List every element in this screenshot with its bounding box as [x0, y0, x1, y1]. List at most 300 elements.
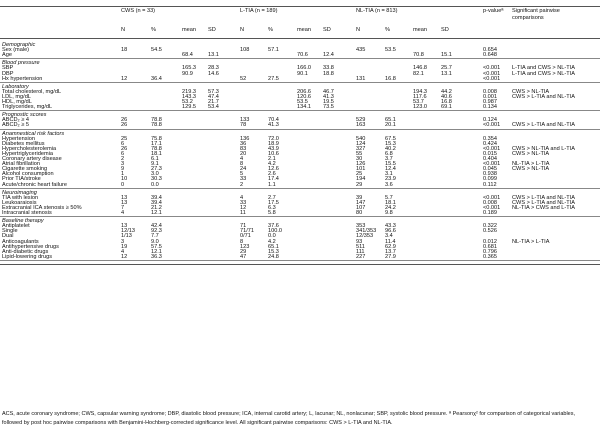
- row-value: 18: [121, 47, 128, 54]
- row-value: 17.1: [151, 140, 162, 147]
- row-pairwise: CWS > NL-TIA: [512, 150, 550, 157]
- row-value: 1/13: [121, 233, 132, 240]
- row-value: 47.4: [208, 93, 219, 100]
- row-value: 3.4: [385, 233, 393, 240]
- row-value: 11.4: [385, 238, 396, 245]
- header-pvalue: p-valueª: [483, 8, 504, 14]
- row-pvalue: 0.938: [483, 171, 497, 178]
- row-value: 12.4: [385, 166, 396, 173]
- row-value: 2.1: [268, 156, 276, 162]
- table-rule: [0, 58, 600, 59]
- row-value: 71/71: [240, 228, 254, 235]
- header-subcol: mean: [297, 27, 311, 33]
- table-rule: [0, 264, 600, 265]
- row-pairwise: CWS > L-TIA and NL-TIA: [512, 93, 575, 100]
- header-subcol: SD: [208, 27, 216, 33]
- row-value: 4.2: [268, 161, 276, 168]
- row-value: 227: [356, 253, 366, 260]
- row-pvalue: <0.001: [483, 145, 501, 152]
- row-value: 7.7: [151, 233, 159, 240]
- row-value: 165.3: [182, 65, 196, 72]
- header-subcol: mean: [413, 27, 427, 33]
- row-value: 0: [121, 181, 125, 188]
- row-value: 36: [240, 140, 247, 147]
- row-value: 18.1: [151, 150, 162, 157]
- row-pairwise: CWS > NL-TIA: [512, 88, 550, 95]
- row-value: 43.9: [268, 145, 279, 152]
- row-value: 353: [356, 223, 366, 230]
- row-pairwise: CWS > L-TIA and NL-TIA: [512, 122, 575, 129]
- row-pvalue: 0.322: [483, 223, 497, 230]
- row-value: 194.3: [413, 88, 427, 95]
- row-value: 72.0: [268, 135, 279, 142]
- section-title: Laboratory: [2, 83, 29, 90]
- row-pairwise: L-TIA and CWS > NL-TIA: [512, 65, 575, 72]
- row-value: 435: [356, 47, 366, 54]
- row-value: 26: [121, 117, 128, 124]
- row-label: Extracranial ICA stenosis ≥ 50%: [2, 204, 82, 211]
- row-value: 18.9: [268, 140, 279, 147]
- row-pvalue: 0.189: [483, 210, 497, 216]
- row-value: 2: [240, 181, 244, 188]
- row-value: 20: [240, 150, 247, 157]
- row-pvalue: 0.648: [483, 52, 497, 59]
- row-value: 5: [240, 171, 244, 178]
- row-label: Antiplatelet: [2, 223, 30, 230]
- row-value: 65.1: [268, 243, 279, 250]
- row-label: LDL, mg/dL: [2, 93, 31, 100]
- row-value: 54.5: [151, 47, 162, 54]
- row-pvalue: 0.987: [483, 99, 497, 105]
- table-rule: [0, 188, 600, 189]
- row-value: 4: [240, 194, 244, 201]
- row-value: 26: [121, 145, 128, 152]
- row-pvalue: 0.526: [483, 228, 497, 235]
- row-value: 53.7: [413, 99, 424, 105]
- row-label: Total cholesterol, mg/dL: [2, 88, 62, 95]
- row-value: 13.1: [208, 52, 219, 59]
- row-value: 1.1: [268, 181, 276, 188]
- row-value: 4: [240, 156, 244, 162]
- row-value: 68.4: [182, 52, 193, 59]
- row-pvalue: <0.001: [483, 70, 501, 77]
- table-rule: [0, 82, 600, 83]
- row-value: 12/13: [121, 228, 135, 235]
- row-value: 136: [240, 135, 250, 142]
- row-pairwise: NL-TIA > L-TIA: [512, 238, 550, 245]
- row-value: 70.4: [268, 117, 279, 124]
- row-pairwise: CWS > L-TIA and NL-TIA: [512, 194, 575, 201]
- row-value: 16.8: [385, 75, 396, 82]
- row-value: 27.5: [268, 75, 279, 82]
- row-value: 52: [240, 75, 247, 82]
- row-pvalue: <0.001: [483, 204, 501, 211]
- row-value: 36.4: [151, 75, 162, 82]
- row-value: 117.6: [413, 93, 427, 100]
- row-value: 8: [240, 238, 244, 245]
- row-value: 24: [240, 166, 247, 173]
- row-value: 33: [240, 199, 247, 206]
- row-value: 12.6: [268, 166, 279, 173]
- row-value: 78.8: [151, 145, 162, 152]
- row-label: Prior TIA/stroke: [2, 176, 41, 183]
- row-value: 13.7: [385, 248, 396, 255]
- row-pairwise: L-TIA and CWS > NL-TIA: [512, 70, 575, 77]
- row-value: 2.6: [268, 171, 276, 178]
- row-value: 73.5: [323, 104, 334, 111]
- row-value: 6: [121, 140, 125, 147]
- row-value: 70.8: [413, 52, 424, 59]
- row-value: 53.4: [208, 104, 219, 111]
- row-value: 6.3: [268, 204, 276, 211]
- row-label: DBP: [2, 70, 14, 77]
- row-value: 166.0: [297, 65, 311, 72]
- row-value: 3.0: [151, 171, 159, 178]
- row-label: Diabetes mellitus: [2, 140, 45, 147]
- row-label: Age: [2, 52, 12, 59]
- row-value: 18.1: [385, 199, 396, 206]
- row-value: 71: [240, 223, 247, 230]
- row-label: Hypertriglyceridemia: [2, 150, 53, 157]
- row-value: 206.6: [297, 88, 311, 95]
- row-value: 53.5: [385, 47, 396, 54]
- row-value: 9.0: [151, 238, 159, 245]
- row-value: 108: [240, 47, 250, 54]
- row-value: 9: [121, 166, 125, 173]
- row-value: 8: [240, 161, 244, 168]
- row-value: 57.3: [208, 88, 219, 95]
- row-pvalue: 0.008: [483, 199, 497, 206]
- row-value: 5.7: [385, 194, 393, 201]
- row-value: 70.6: [297, 52, 308, 59]
- row-label: Single: [2, 228, 18, 235]
- row-label: Leukoaraiosis: [2, 199, 37, 206]
- table-rule: [0, 260, 600, 261]
- row-pvalue: 0.099: [483, 176, 497, 183]
- row-value: 1: [121, 171, 125, 178]
- row-pvalue: <0.001: [483, 194, 501, 201]
- row-value: 129.5: [182, 104, 196, 111]
- row-label: ABCD₂ ≥ 5: [2, 122, 30, 129]
- row-value: 43.3: [385, 223, 396, 230]
- row-value: 147: [356, 199, 366, 206]
- row-value: 12: [121, 253, 128, 260]
- row-value: 143.3: [182, 93, 196, 100]
- row-pairwise: CWS > NL-TIA: [512, 166, 550, 173]
- row-value: 93: [356, 238, 363, 245]
- row-value: 7: [121, 204, 125, 211]
- row-pvalue: 0.796: [483, 248, 497, 255]
- row-value: 3: [121, 161, 125, 168]
- row-value: 12.1: [151, 210, 162, 216]
- row-value: 78: [240, 122, 247, 129]
- header-subcol: %: [268, 27, 273, 33]
- row-value: 25.7: [441, 65, 452, 72]
- row-value: 10.6: [268, 150, 279, 157]
- row-value: 17.4: [268, 176, 279, 183]
- row-label: Intracranial stenosis: [2, 210, 52, 216]
- row-value: 18.8: [323, 70, 334, 77]
- row-label: Antihypertensive drugs: [2, 243, 59, 250]
- row-value: 57.5: [151, 243, 162, 250]
- row-value: 24.2: [385, 204, 396, 211]
- row-value: 42.4: [151, 223, 162, 230]
- row-value: 10: [121, 176, 128, 183]
- header-pairwise: Significant pairwise comparisons: [512, 8, 560, 21]
- row-pvalue: 0.008: [483, 88, 497, 95]
- row-value: 194: [356, 176, 366, 183]
- row-value: 0.0: [268, 233, 276, 240]
- row-pvalue: 0.654: [483, 47, 497, 54]
- row-value: 40.2: [385, 145, 396, 152]
- header-subcol: %: [385, 27, 390, 33]
- row-label: Lipid-lowering drugs: [2, 253, 53, 260]
- section-title: Prognostic scores: [2, 112, 47, 119]
- section-title: Neuroimaging: [2, 189, 37, 196]
- row-value: 123: [240, 243, 250, 250]
- row-value: 511: [356, 243, 365, 250]
- row-value: 124: [356, 140, 366, 147]
- row-value: 39.4: [151, 194, 162, 201]
- row-value: 25: [121, 135, 128, 142]
- row-value: 15.3: [385, 140, 396, 147]
- row-value: 23.9: [385, 176, 396, 183]
- row-label: Hypercholesterolemia: [2, 145, 57, 152]
- row-value: 33: [240, 176, 247, 183]
- row-value: 3.6: [385, 181, 393, 188]
- section-title: Baseline therapy: [2, 218, 44, 225]
- row-value: 28.3: [208, 65, 219, 72]
- row-pairwise: CWS > L-TIA and NL-TIA: [512, 199, 575, 206]
- row-value: 123.0: [413, 104, 427, 111]
- table-rule: [0, 38, 600, 39]
- row-value: 44.2: [441, 88, 452, 95]
- row-pairwise: NL-TIA > L-TIA: [512, 161, 550, 168]
- row-value: 9.8: [385, 210, 393, 216]
- row-value: 57.1: [268, 47, 279, 54]
- row-value: 15.5: [385, 161, 396, 168]
- row-pvalue: 0.365: [483, 253, 497, 260]
- row-value: 2: [121, 156, 125, 162]
- row-pvalue: 0.681: [483, 243, 497, 250]
- row-value: 341/353: [356, 228, 377, 235]
- row-label: Anti-diabetic drugs: [2, 248, 49, 255]
- row-value: 163: [356, 122, 366, 129]
- header-subcol: SD: [441, 27, 449, 33]
- row-value: 69.1: [441, 104, 452, 111]
- row-value: 4.2: [268, 238, 276, 245]
- row-value: 101: [356, 166, 366, 173]
- row-value: 14.6: [208, 70, 219, 77]
- row-value: 15.1: [441, 52, 452, 59]
- row-value: 33.8: [323, 65, 334, 72]
- row-value: 39.4: [151, 199, 162, 206]
- row-value: 126: [356, 161, 366, 168]
- row-pvalue: 0.134: [483, 104, 497, 111]
- row-value: 12.1: [151, 248, 162, 255]
- header-group-nltia: NL-TIA (n = 813): [356, 8, 398, 14]
- row-value: 9.1: [151, 161, 159, 168]
- row-pvalue: <0.001: [483, 65, 501, 72]
- table-rule: [0, 110, 600, 111]
- row-label: Dual: [2, 233, 14, 240]
- row-value: 13.1: [441, 70, 452, 77]
- row-value: 11: [240, 210, 246, 216]
- row-value: 4: [121, 248, 125, 255]
- row-value: 80: [356, 210, 363, 216]
- row-value: 96.6: [385, 228, 396, 235]
- row-pvalue: 0.354: [483, 135, 497, 142]
- row-label: HDL, mg/dL: [2, 99, 32, 105]
- row-pvalue: 0.124: [483, 117, 497, 124]
- row-label: SBP: [2, 65, 14, 72]
- row-value: 219.3: [182, 88, 196, 95]
- row-label: Hypertension: [2, 135, 35, 142]
- header-subcol: N: [356, 27, 361, 33]
- row-label: Cigarette smoking: [2, 166, 48, 173]
- row-value: 133: [240, 117, 250, 124]
- row-value: 2.7: [268, 194, 276, 201]
- row-value: 19.5: [323, 99, 334, 105]
- table-footnote: ACS, acute coronary syndrome; CWS, capsular warning syndrome; DBP, diastolic blood pressure; ICA, internal carotid artery; L, lacunar; NL, nonlacunar; SBP, systolic blood pressure. ª Pearsonχ² for comparison of categorical variables, followed by post hoc pairwise comparisons with Benjamini-Hochberg-corrected significance level. All significant pairwise comparisons: CWS > L-TIA and NL-TIA.: [2, 411, 576, 426]
- row-value: 146.8: [413, 65, 427, 72]
- header-subcol: %: [151, 27, 156, 33]
- header-subcol: SD: [323, 27, 331, 33]
- row-value: 540: [356, 135, 366, 142]
- row-value: 13: [121, 199, 128, 206]
- row-value: 90.1: [297, 70, 308, 77]
- table-rule: [0, 129, 600, 130]
- row-pvalue: <0.001: [483, 122, 501, 129]
- row-label: Anticoagulants: [2, 238, 39, 245]
- row-pvalue: <0.001: [483, 75, 501, 82]
- row-value: 67.5: [385, 135, 396, 142]
- row-value: 75.8: [151, 135, 162, 142]
- row-value: 92.3: [151, 228, 162, 235]
- row-value: 29: [240, 248, 247, 255]
- row-value: 25: [356, 171, 363, 178]
- row-value: 3: [121, 238, 125, 245]
- row-value: 12: [240, 204, 247, 211]
- row-value: 53.2: [182, 99, 193, 105]
- row-value: 6: [121, 150, 125, 157]
- row-value: 327: [356, 145, 366, 152]
- row-pvalue: 0.404: [483, 156, 497, 162]
- table-rule: [0, 216, 600, 217]
- header-subcol: mean: [182, 27, 196, 33]
- row-pairwise: NL-TIA > CWS and L-TIA: [512, 204, 575, 211]
- row-value: 24.8: [268, 253, 279, 260]
- section-title: Anamnestical risk factors: [2, 130, 65, 137]
- row-label: Triglycerides, mg/dL: [2, 104, 53, 111]
- row-label: Alcohol consumption: [2, 171, 54, 178]
- header-subcol: N: [121, 27, 126, 33]
- header-group-cws: CWS (n = 33): [121, 8, 156, 14]
- row-value: 62.9: [385, 243, 396, 250]
- row-value: 78.8: [151, 117, 162, 124]
- row-value: 12/353: [356, 233, 374, 240]
- row-value: 21.7: [208, 99, 219, 105]
- section-title: Blood pressure: [2, 60, 40, 67]
- row-value: 90.9: [182, 70, 193, 77]
- row-pvalue: 0.015: [483, 150, 497, 157]
- row-value: 15.3: [268, 248, 279, 255]
- row-pairwise: CWS > NL-TIA and L-TIA: [512, 145, 575, 152]
- header-group-ltia: L-TIA (n = 189): [240, 8, 278, 14]
- row-value: 41.3: [323, 93, 334, 100]
- row-value: 19: [121, 243, 128, 250]
- row-pvalue: 0.001: [483, 93, 497, 100]
- section-title: Demographic: [2, 42, 36, 48]
- row-value: 17.5: [268, 199, 279, 206]
- row-value: 40.6: [441, 93, 452, 100]
- row-value: 100.0: [268, 228, 282, 235]
- row-value: 20.1: [385, 122, 396, 129]
- row-value: 111: [356, 248, 365, 255]
- row-value: 12.4: [323, 52, 334, 59]
- row-value: 78.8: [151, 122, 162, 129]
- row-value: 53.5: [297, 99, 308, 105]
- row-value: 13: [121, 194, 128, 201]
- row-value: 36.3: [151, 253, 162, 260]
- row-pvalue: 0.045: [483, 166, 497, 173]
- row-value: 39: [356, 194, 363, 201]
- row-label: Acute/chronic heart failure: [2, 181, 67, 188]
- row-value: 65.1: [385, 117, 396, 124]
- row-value: 3.7: [385, 156, 393, 162]
- row-value: 47: [240, 253, 247, 260]
- row-pvalue: 0.424: [483, 140, 497, 147]
- row-value: 6.8: [385, 150, 393, 157]
- row-label: TIA with lesion: [2, 194, 39, 201]
- row-value: 3.1: [385, 171, 393, 178]
- row-value: 107: [356, 204, 366, 211]
- row-label: ABCD₂ ≥ 4: [2, 117, 30, 124]
- row-value: 0.0: [151, 181, 159, 188]
- row-value: 0/71: [240, 233, 251, 240]
- row-value: 13: [121, 223, 128, 230]
- row-value: 83: [240, 145, 247, 152]
- row-value: 529: [356, 117, 366, 124]
- row-value: 21.2: [151, 204, 162, 211]
- row-value: 29: [356, 181, 363, 188]
- row-value: 16.8: [441, 99, 452, 105]
- row-value: 134.1: [297, 104, 311, 111]
- row-value: 120.6: [297, 93, 311, 100]
- row-value: 12: [121, 75, 128, 82]
- row-value: 5.8: [268, 210, 276, 216]
- row-value: 41.3: [268, 122, 279, 129]
- row-pvalue: 0.012: [483, 238, 497, 245]
- row-label: Hx hypertension: [2, 75, 43, 82]
- row-value: 55: [356, 150, 363, 157]
- row-value: 131: [356, 75, 366, 82]
- row-label: Atrial fibrillation: [2, 161, 40, 168]
- row-label: Coronary artery disease: [2, 156, 62, 162]
- row-value: 4: [121, 210, 125, 216]
- table-rule: [0, 6, 600, 7]
- row-value: 27.3: [151, 166, 162, 173]
- row-pvalue: 0.112: [483, 181, 497, 188]
- row-value: 37.6: [268, 223, 279, 230]
- row-value: 6.1: [151, 156, 159, 162]
- row-pvalue: <0.001: [483, 161, 501, 168]
- row-value: 46.7: [323, 88, 334, 95]
- row-value: 30.3: [151, 176, 162, 183]
- row-value: 82.1: [413, 70, 424, 77]
- row-label: Sex (male): [2, 47, 30, 54]
- row-value: 30: [356, 156, 363, 162]
